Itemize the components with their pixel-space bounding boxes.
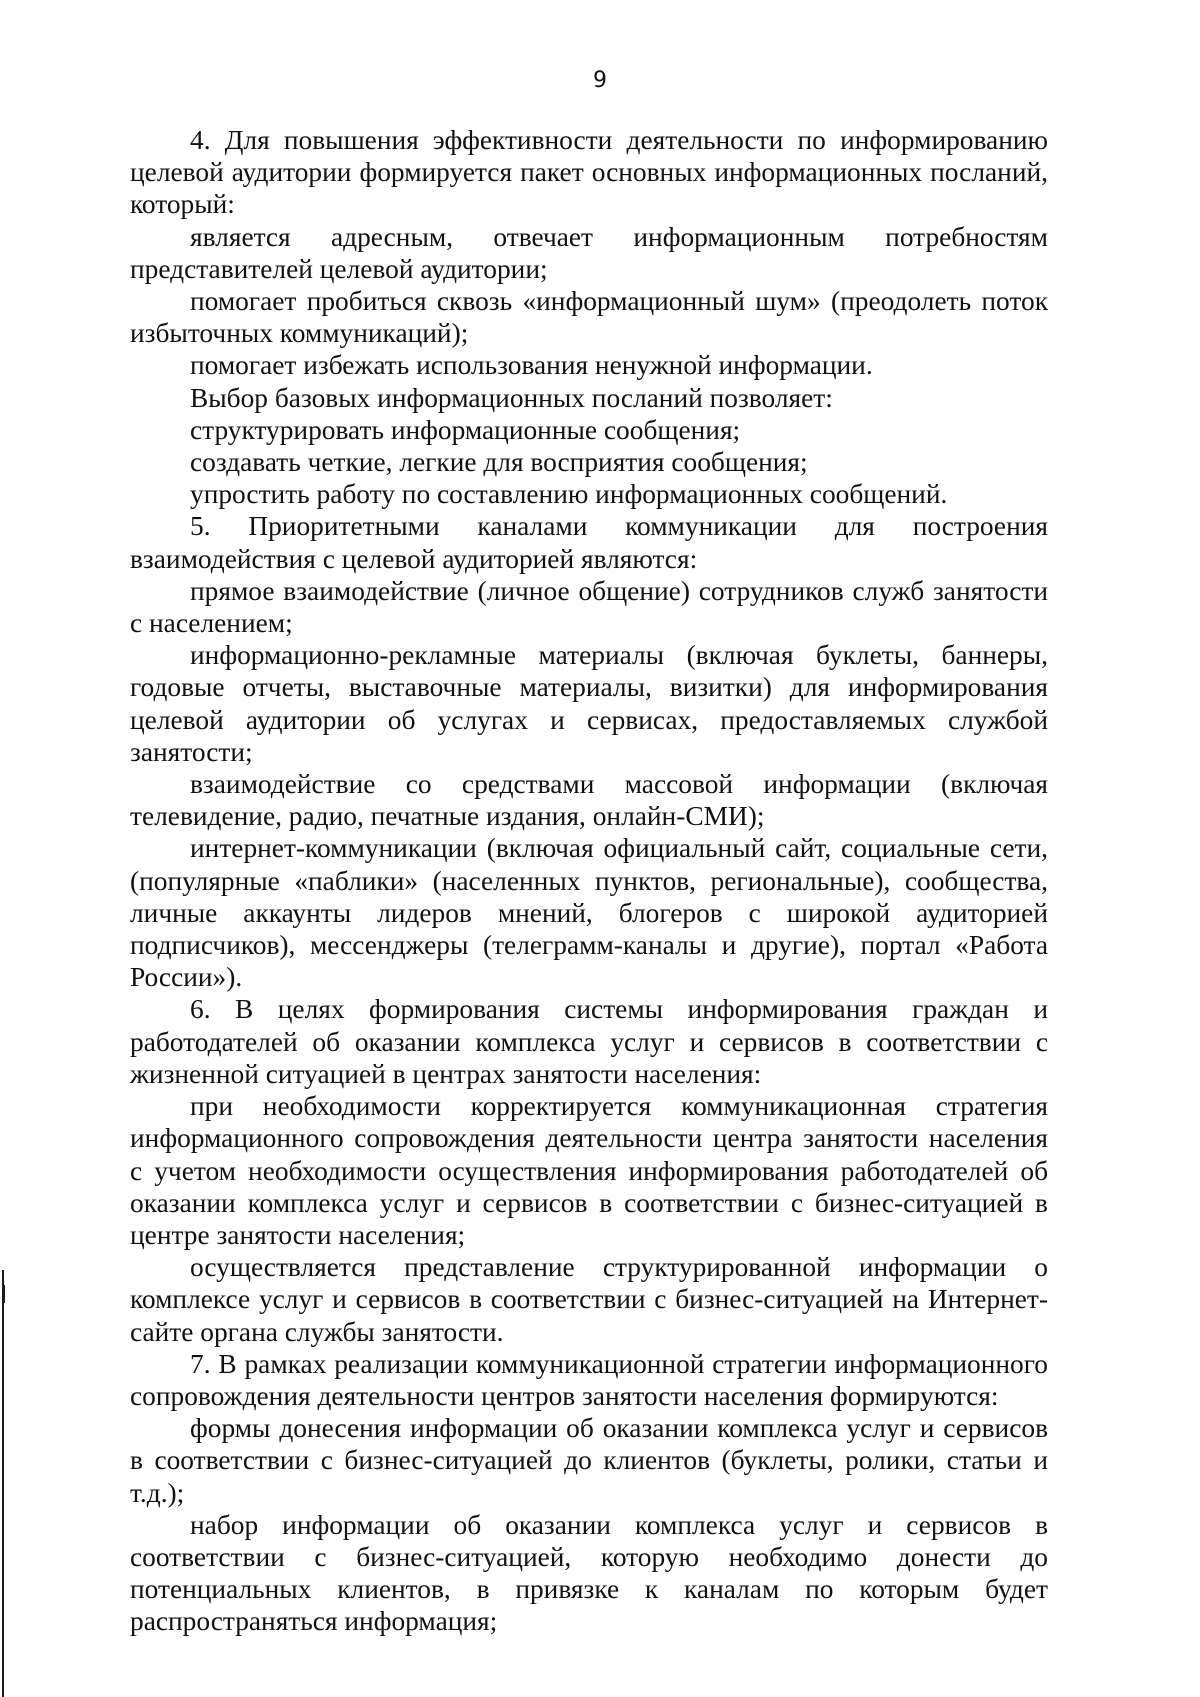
paragraph-item: набор информации об оказании комплекса услуг и сервисов в соответствии с бизнес-ситуацией, которую необходимо донести до потенциальных клиентов, в привязке к каналам по которым будет распространяться информация; bbox=[130, 1509, 1048, 1637]
scan-edge-mark bbox=[2, 1285, 5, 1303]
paragraph-item: создавать четкие, легкие для восприятия сообщения; bbox=[190, 447, 808, 478]
paragraph-item: осуществляется представление структурированной информации о комплексе услуг и сервисов в соответствии с бизнес-ситуацией на Интернет-сайте органа службы занятости. bbox=[130, 1252, 1048, 1347]
scan-edge-line bbox=[2, 1270, 4, 1697]
paragraph-4-intro: 4. Для повышения эффективности деятельности по информированию целевой аудитории формируется пакет основных информационных посланий, который: bbox=[130, 125, 1048, 220]
paragraph-5-intro: 5. Приоритетными каналами коммуникации для построения взаимодействия с целевой аудиторией являются: bbox=[130, 511, 1048, 574]
paragraph-item: взаимодействие со средствами массовой информации (включая телевидение, радио, печатные издания, онлайн-СМИ); bbox=[130, 769, 1048, 832]
paragraph-6-intro: 6. В целях формирования системы информирования граждан и работодателей об оказании комплекса услуг и сервисов в соответствии с жизненной ситуацией в центрах занятости населения: bbox=[130, 994, 1048, 1089]
paragraph-item: при необходимости корректируется коммуникационная стратегия информационного сопровождения деятельности центра занятости населения с учетом необходимости осуществления информирования работодателей об оказании комплекса услуг и сервисов в соответствии с бизнес-ситуацией в центре занятости населения; bbox=[130, 1091, 1048, 1250]
paragraph-item: интернет-коммуникации (включая официальный сайт, социальные сети, (популярные «паблики» (населенных пунктов, региональные), сообщества, личные аккаунты лидеров мнений, блогеров с широкой аудиторией подписчиков), мессенджеры (телеграмм-каналы и другие), портал «Работа России»). bbox=[130, 833, 1048, 993]
paragraph-item: структурировать информационные сообщения; bbox=[190, 414, 741, 445]
document-body bbox=[130, 124, 1048, 1638]
paragraph-item: помогает избежать использования ненужной информации. bbox=[190, 350, 873, 381]
paragraph-item: прямое взаимодействие (личное общение) сотрудников служб занятости с населением; bbox=[130, 575, 1048, 639]
page-number: 9 bbox=[593, 68, 607, 93]
paragraph-item: является адресным, отвечает информационным потребностям представителей целевой аудитории; bbox=[130, 221, 1048, 284]
paragraph-item: формы донесения информации об оказании комплекса услуг и сервисов в соответствии с бизнес-ситуацией до клиентов (буклеты, ролики, статьи и т.д.); bbox=[130, 1413, 1048, 1508]
paragraph-7-intro: 7. В рамках реализации коммуникационной стратегии информационного сопровождения деятельности центров занятости населения формируются: bbox=[130, 1348, 1048, 1411]
paragraph-item: информационно-рекламные материалы (включая буклеты, баннеры, годовые отчеты, выставочные материалы, визитки) для информирования целевой аудитории об услугах и сервисах, предоставляемых службой занятости; bbox=[130, 640, 1048, 767]
paragraph-item: упростить работу по составлению информационных сообщений. bbox=[190, 479, 948, 510]
paragraph-item: Выбор базовых информационных посланий позволяет: bbox=[190, 382, 833, 413]
paragraph-item: помогает пробиться сквозь «информационный шум» (преодолеть поток избыточных коммуникаций); bbox=[130, 286, 1048, 349]
